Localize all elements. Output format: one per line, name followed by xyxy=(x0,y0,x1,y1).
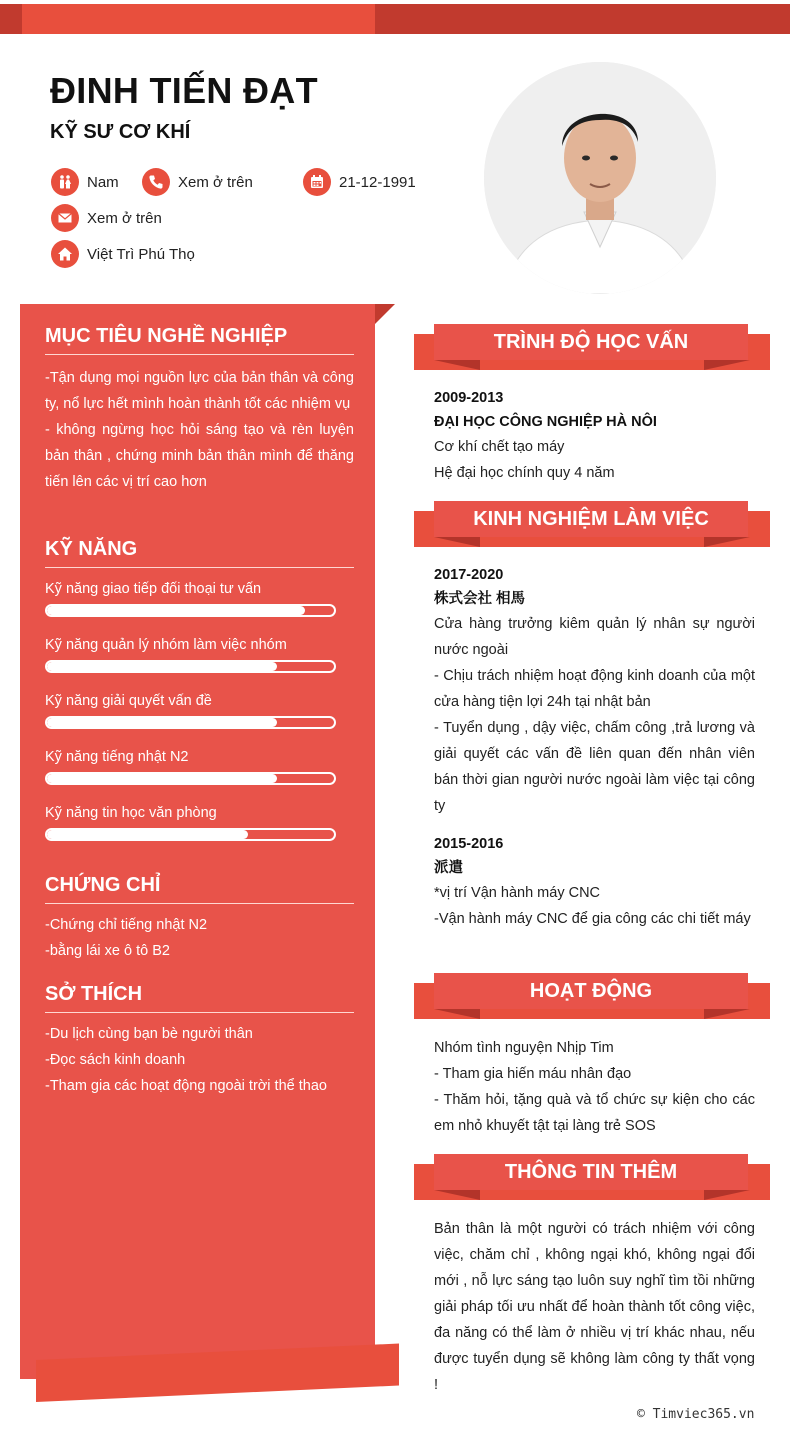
objective-line: -Tận dụng mọi nguồn lực của bản thân và công ty, nổ lực hết mình hoàn thành tốt các nhiệm vụ xyxy=(45,370,354,412)
address-value: Việt Trì Phú Thọ xyxy=(87,245,195,263)
home-icon xyxy=(51,240,79,268)
email-value: Xem ở trên xyxy=(87,209,162,227)
objective-text xyxy=(45,365,354,495)
hobbies-heading: SỞ THÍCH xyxy=(45,983,354,1013)
additional-text: Bản thân là một người có trách nhiệm với công việc, chăm chỉ , không ngại khó, không ngại đổi mới , nỗ lực sáng tạo luôn suy nghĩ tìm tồi những giải pháp tối ưu nhất để hoàn thành tốt công việc, đa năng có thể làm ở nhiều vị trí khác nhau, nếu được tuyển dụng sẽ không làm công ty thất vọng ! xyxy=(434,1221,755,1393)
job-period: 2015-2016 xyxy=(434,836,504,852)
ribbon-fold-left xyxy=(434,360,480,370)
skill-label: Kỹ năng tiếng nhật N2 xyxy=(45,749,189,765)
skill-bar-fill xyxy=(47,662,277,671)
phone-value: Xem ở trên xyxy=(178,173,253,191)
panel-fold-top xyxy=(375,304,395,324)
birthday-info xyxy=(303,168,416,196)
additional-ribbon xyxy=(414,1154,770,1200)
hobby-line: -Du lịch cùng bạn bè người thân xyxy=(45,1026,253,1042)
objective-heading: MỤC TIÊU NGHỀ NGHIỆP xyxy=(45,325,354,355)
activity-line: - Thăm hỏi, tặng quà và tổ chức sự kiện cho các em nhỏ khuyết tật tại làng trẻ SOS xyxy=(434,1092,755,1134)
objective-section xyxy=(45,325,354,495)
education-school: ĐẠI HỌC CÔNG NGHIỆP HÀ NÔI xyxy=(434,414,657,430)
skill-label: Kỹ năng giao tiếp đối thoại tư vấn xyxy=(45,581,262,597)
ribbon-fold-right xyxy=(704,360,750,370)
job-line: - Chịu trách nhiệm hoạt động kinh doanh của một cửa hàng tiện lợi 24h tại nhật bản xyxy=(434,668,755,710)
job-period: 2017-2020 xyxy=(434,567,504,583)
experience-job xyxy=(434,563,755,819)
skill-item xyxy=(45,749,336,785)
job-title: KỸ SƯ CƠ KHÍ xyxy=(50,121,191,143)
skill-item xyxy=(45,581,336,617)
experience-job xyxy=(434,832,755,932)
skill-bar xyxy=(45,604,336,617)
calendar-icon xyxy=(303,168,331,196)
skill-label: Kỹ năng giải quyết vấn đề xyxy=(45,693,212,709)
top-banner xyxy=(0,4,790,34)
education-ribbon xyxy=(414,324,770,370)
education-line: Cơ khí chết tạo máy xyxy=(434,439,565,455)
hobbies-text xyxy=(45,1021,354,1099)
hobby-line: -Tham gia các hoạt động ngoài trời thể thao xyxy=(45,1078,327,1094)
skill-bar-fill xyxy=(47,718,277,727)
skill-bar xyxy=(45,772,336,785)
skill-bar-fill xyxy=(47,774,277,783)
education-heading: TRÌNH ĐỘ HỌC VẤN xyxy=(434,324,748,360)
activity-line: Nhóm tình nguyện Nhịp Tim xyxy=(434,1040,614,1056)
objective-line: - không ngừng học hỏi sáng tạo và rèn luyện bản thân , chứng minh bản thân mình để thăng tiến lên các vị trí cao hơn xyxy=(45,422,354,490)
profile-photo xyxy=(484,62,716,294)
email-info xyxy=(51,204,162,232)
activities-ribbon xyxy=(414,973,770,1019)
address-info xyxy=(51,240,195,268)
hobby-line: -Đọc sách kinh doanh xyxy=(45,1052,186,1068)
skill-bar xyxy=(45,660,336,673)
education-period: 2009-2013 xyxy=(434,390,504,406)
candidate-name: ĐINH TIẾN ĐẠT xyxy=(50,70,318,111)
ribbon-fold-right xyxy=(704,537,750,547)
activities-content xyxy=(434,1035,755,1139)
job-line: Cửa hàng trưởng kiêm quản lý nhân sự người nước ngoài xyxy=(434,616,755,658)
top-banner-highlight xyxy=(22,4,375,34)
skill-item xyxy=(45,693,336,729)
skill-item xyxy=(45,637,336,673)
experience-ribbon xyxy=(414,501,770,547)
certificates-heading: CHỨNG CHỈ xyxy=(45,874,354,904)
certificates-section xyxy=(45,874,354,964)
phone-icon xyxy=(142,168,170,196)
birthday-value: 21-12-1991 xyxy=(339,173,416,191)
experience-heading: KINH NGHIỆM LÀM VIỆC xyxy=(434,501,748,537)
ribbon-fold-right xyxy=(704,1009,750,1019)
activities-heading: HOẠT ĐỘNG xyxy=(434,973,748,1009)
education-content xyxy=(434,386,755,486)
gender-value: Nam xyxy=(87,173,119,191)
job-company: 派遣 xyxy=(434,860,463,876)
ribbon-fold-left xyxy=(434,537,480,547)
ribbon-fold-right xyxy=(704,1190,750,1200)
skills-heading: KỸ NĂNG xyxy=(45,538,354,568)
skill-label: Kỹ năng tin học văn phòng xyxy=(45,805,217,821)
skill-bar xyxy=(45,716,336,729)
watermark-footer: © Timviec365.vn xyxy=(637,1407,755,1422)
skill-label: Kỹ năng quản lý nhóm làm việc nhóm xyxy=(45,637,287,653)
certificate-line: -Chứng chỉ tiếng nhật N2 xyxy=(45,917,208,933)
skill-bar-fill xyxy=(47,830,248,839)
ribbon-fold-left xyxy=(434,1190,480,1200)
hobbies-section xyxy=(45,983,354,1099)
activity-line: - Tham gia hiến máu nhân đạo xyxy=(434,1066,632,1082)
job-line: *vị trí Vận hành máy CNC xyxy=(434,885,601,901)
ribbon-fold-left xyxy=(434,1009,480,1019)
phone-info xyxy=(142,168,253,196)
gender-icon xyxy=(51,168,79,196)
skill-bar-fill xyxy=(47,606,305,615)
skill-bar xyxy=(45,828,336,841)
job-company: 株式会社 相馬 xyxy=(434,591,526,607)
mail-icon xyxy=(51,204,79,232)
skill-item xyxy=(45,805,336,841)
education-line: Hệ đại học chính quy 4 năm xyxy=(434,465,615,481)
additional-heading: THÔNG TIN THÊM xyxy=(434,1154,748,1190)
gender-info xyxy=(51,168,119,196)
job-line: - Tuyển dụng , dậy việc, chấm công ,trả lương và giải quyết các vấn đề liên quan đến nhân viên bán thời gian người nước ngoài làm việc tại công ty xyxy=(434,720,755,814)
job-line: -Vận hành máy CNC để gia công các chi tiết máy xyxy=(434,911,751,927)
certificates-text xyxy=(45,912,354,964)
certificate-line: -bằng lái xe ô tô B2 xyxy=(45,943,170,959)
skills-section xyxy=(45,538,354,568)
